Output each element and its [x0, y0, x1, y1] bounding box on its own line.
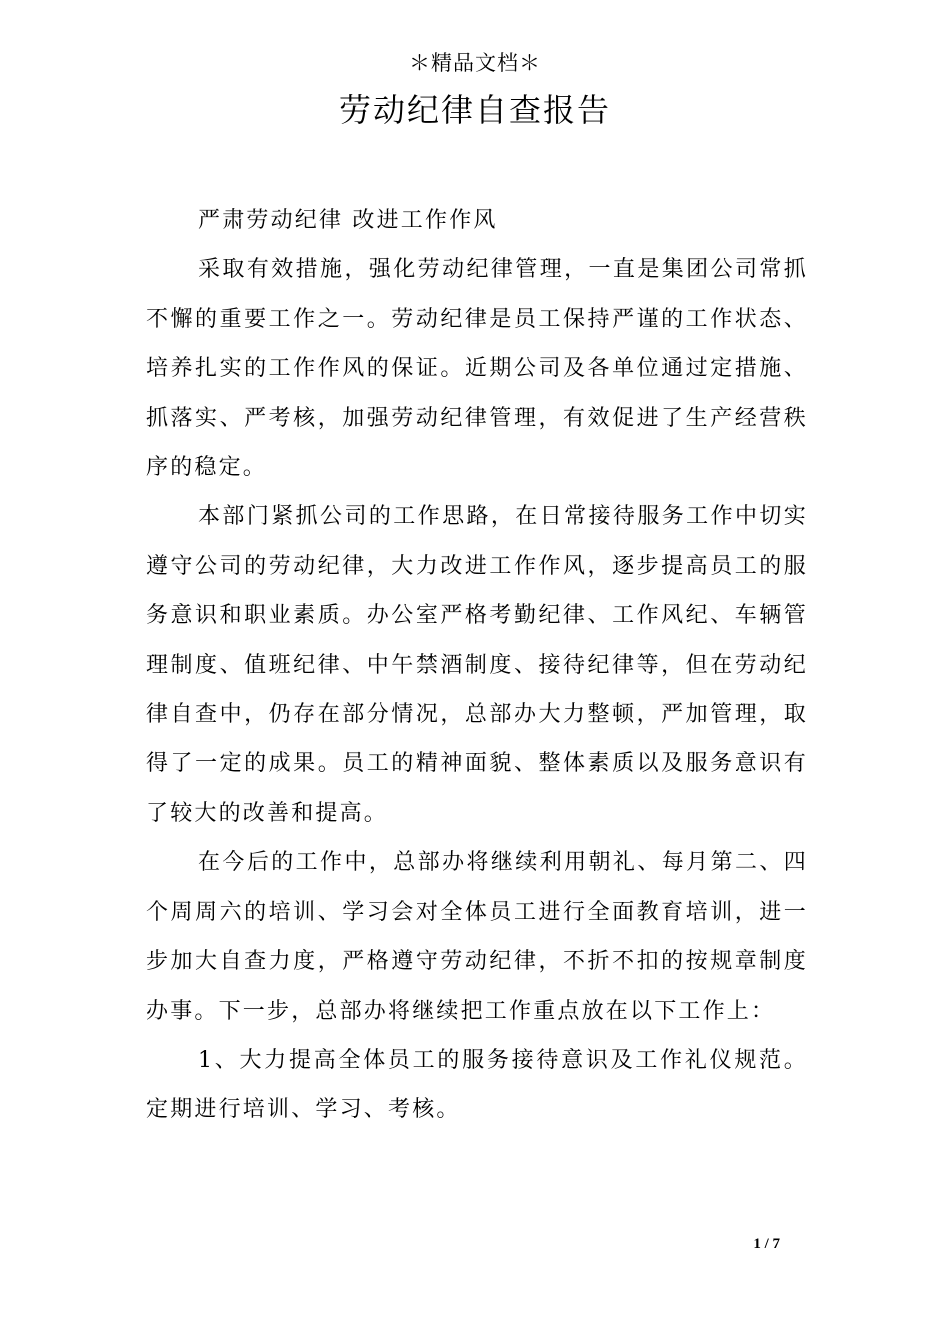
list-item: 1、大力提高全体员工的服务接待意识及工作礼仪规范。定期进行培训、学习、考核。: [146, 1047, 808, 1123]
document-watermark: ＊精品文档＊: [409, 51, 541, 75]
body-paragraph: 本部门紧抓公司的工作思路，在日常接待服务工作中切实遵守公司的劳动纪律，大力改进工作作风，逐步提高员工的服务意识和职业素质。办公室严格考勤纪律、工作风纪、车辆管理制度、值班纪律、中午禁酒制度、接待纪律等，但在劳动纪律自查中，仍存在部分情况，总部办大力整顿，严加管理，取得了一定的成果。员工的精神面貌、整体素质以及服务意识有了较大的改善和提高。: [146, 504, 808, 826]
section-heading: 严肃劳动纪律 改进工作作风: [198, 208, 498, 233]
body-paragraph: 采取有效措施，强化劳动纪律管理，一直是集团公司常抓不懈的重要工作之一。劳动纪律是员工保持严谨的工作状态、培养扎实的工作作风的保证。近期公司及各单位通过定措施、抓落实、严考核，加强劳动纪律管理，有效促进了生产经营秩序的稳定。: [146, 257, 808, 481]
page-number: 1 / 7: [753, 1236, 780, 1252]
document-body: [146, 196, 808, 1135]
body-paragraph: 在今后的工作中，总部办将继续利用朝礼、每月第二、四个周周六的培训、学习会对全体员工进行全面教育培训，进一步加大自查力度，严格遵守劳动纪律，不折不扣的按规章制度办事。下一步，总部办将继续把工作重点放在以下工作上：: [146, 850, 808, 1024]
document-title: 劳动纪律自查报告: [338, 91, 611, 129]
